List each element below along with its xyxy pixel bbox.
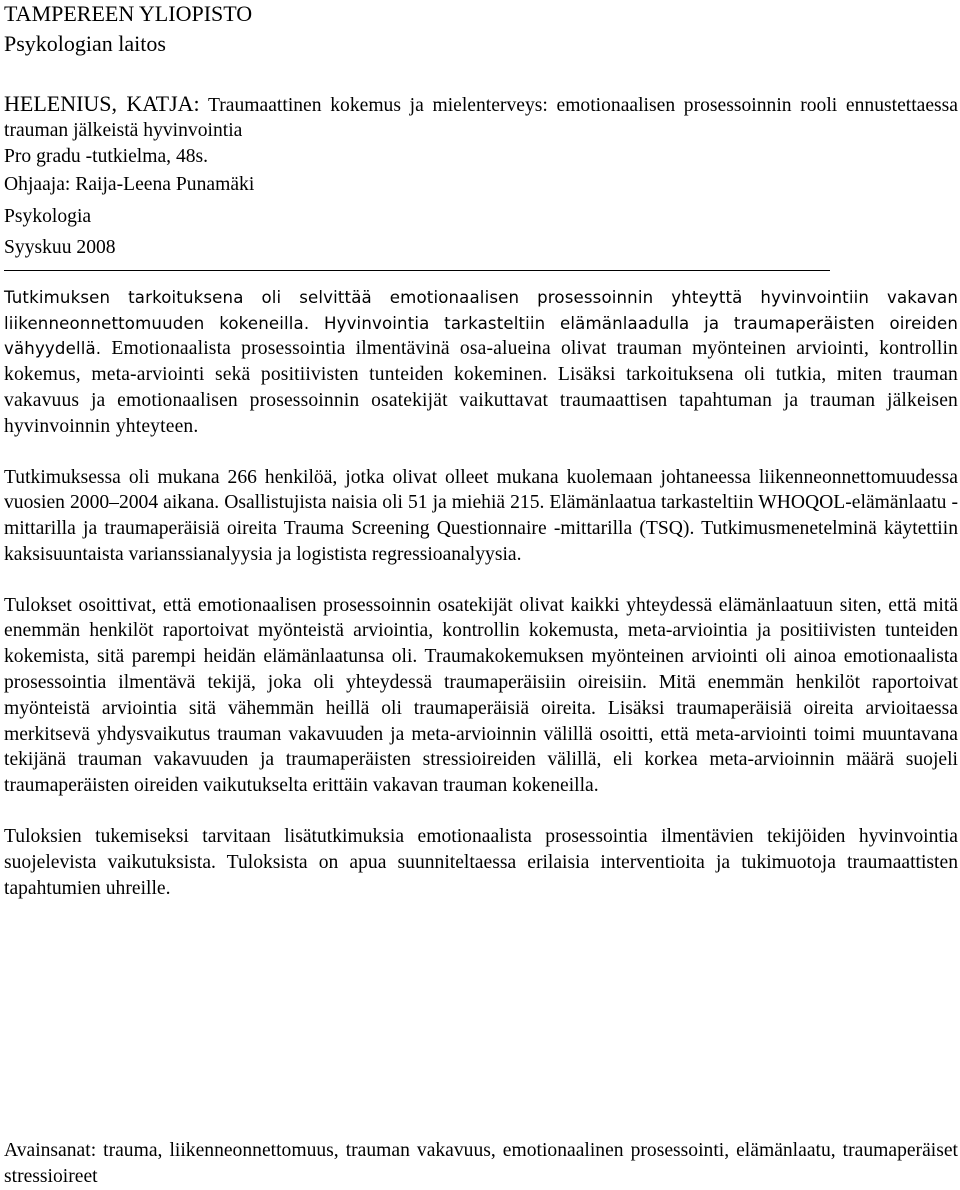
header-divider <box>4 270 830 271</box>
abstract-paragraph-2: Tutkimuksessa oli mukana 266 henkilöä, jotka olivat olleet mukana kuolemaan johtaneessa liikenneonnettomuudessa vuosien 2000–2004 aikana. Osallistujista naisia oli 51 ja miehiä 215. Elämänlaatua tarkasteltiin WHOQOL-elämänlaatu -mittarilla ja traumaperäisiä oireita Trauma Screening Questionnaire -mittarilla (TSQ). Tutkimusmenetelminä käytettiin kaksisuuntaista varianssianalyysia ja logistista regressioanalyysia. <box>4 466 958 565</box>
abstract-paragraph-1-serif: Emotionaalista prosessointia ilmentävinä osa-alueina olivat trauman myönteinen arviointi, kontrollin kokemus, meta-arviointi sekä positiivisten tunteiden kokeminen. Lisäksi tarkoituksena oli tutkia, miten trauman vakavuus ja emotionaalisen prosessoinnin osatekijät vaikuttavat traumaattisen tapahtuman ja trauman jälkeisen hyvinvoinnin yhteyteen. <box>4 338 958 437</box>
thesis-supervisor: Ohjaaja: Raija-Leena Punamäki <box>4 174 255 196</box>
abstract-paragraph-1 <box>4 285 958 440</box>
abstract-paragraph-3: Tulokset osoittivat, että emotionaalisen prosessoinnin osatekijät olivat kaikki yhteydessä elämänlaatuun siten, että mitä enemmän henkilöt raportoivat myönteistä arviointia, kontrollin kokemusta, meta-arviointia ja positiivisten tunteiden kokemista, sitä parempi heidän elämänlaatunsa oli. Traumakokemuksen myönteinen arviointi oli ainoa emotionaalista prosessointia ilmentävä tekijä, joka oli yhteydessä traumaperäisiin oireisiin. Mitä enemmän henkilöt raportoivat myönteistä arviointia sitä vähemmän heillä oli traumaperäisiä oireita. Lisäksi traumaperäisiä oireita arvioitaessa merkitsevä yhdysvaikutus trauman vakavuuden ja meta-arvioinnin välillä osoitti, että meta-arviointi toimi muuntavana tekijänä trauman vakavuuden ja traumaperäisten stressioireiden välillä, eli korkea meta-arvioinnin määrä suojeli traumaperäisten oireiden vaikutukselta erittäin vakavan trauman kokeneilla. <box>4 594 958 797</box>
university-name: TAMPEREEN YLIOPISTO <box>4 1 253 26</box>
abstract-paragraph-1-sans: Tutkimuksen tarkoituksena oli selvittää emotionaalisen prosessoinnin yhteyttä hyvinvointiin vakavan liikenneonnettomuuden kokeneilla. Hyvinvointia tarkasteltiin elämänlaadulla ja traumaperäisten oireiden vähyydellä. <box>4 287 958 359</box>
thesis-title: Traumaattinen kokemus ja mielenterveys: emotionaalisen prosessoinnin rooli ennustettaessa trauman jälkeistä hyvinvointia <box>4 95 958 142</box>
department-name: Psykologian laitos <box>4 31 166 56</box>
thesis-info <box>4 91 958 264</box>
thesis-type: Pro gradu -tutkielma, 48s. <box>4 145 209 167</box>
author-name: HELENIUS, KATJA: <box>4 91 200 116</box>
thesis-subject: Psykologia <box>4 205 92 227</box>
document-page <box>4 0 958 1187</box>
abstract-paragraph-4: Tuloksien tukemiseksi tarvitaan lisätutkimuksia emotionaalista prosessointia ilmentävien tekijöiden hyvinvointia suojelevista vaikutuksista. Tuloksista on apua suunniteltaessa erilaisia interventioita ja tukimuotoja traumaattisten tapahtumien uhreille. <box>4 826 958 899</box>
author-title-line <box>4 91 958 144</box>
thesis-date: Syyskuu 2008 <box>4 237 116 259</box>
keywords: Avainsanat: trauma, liikenneonnettomuus, trauman vakavuus, emotionaalinen prosessointi, elämänlaatu, traumaperäiset stressioireet <box>4 1140 958 1187</box>
